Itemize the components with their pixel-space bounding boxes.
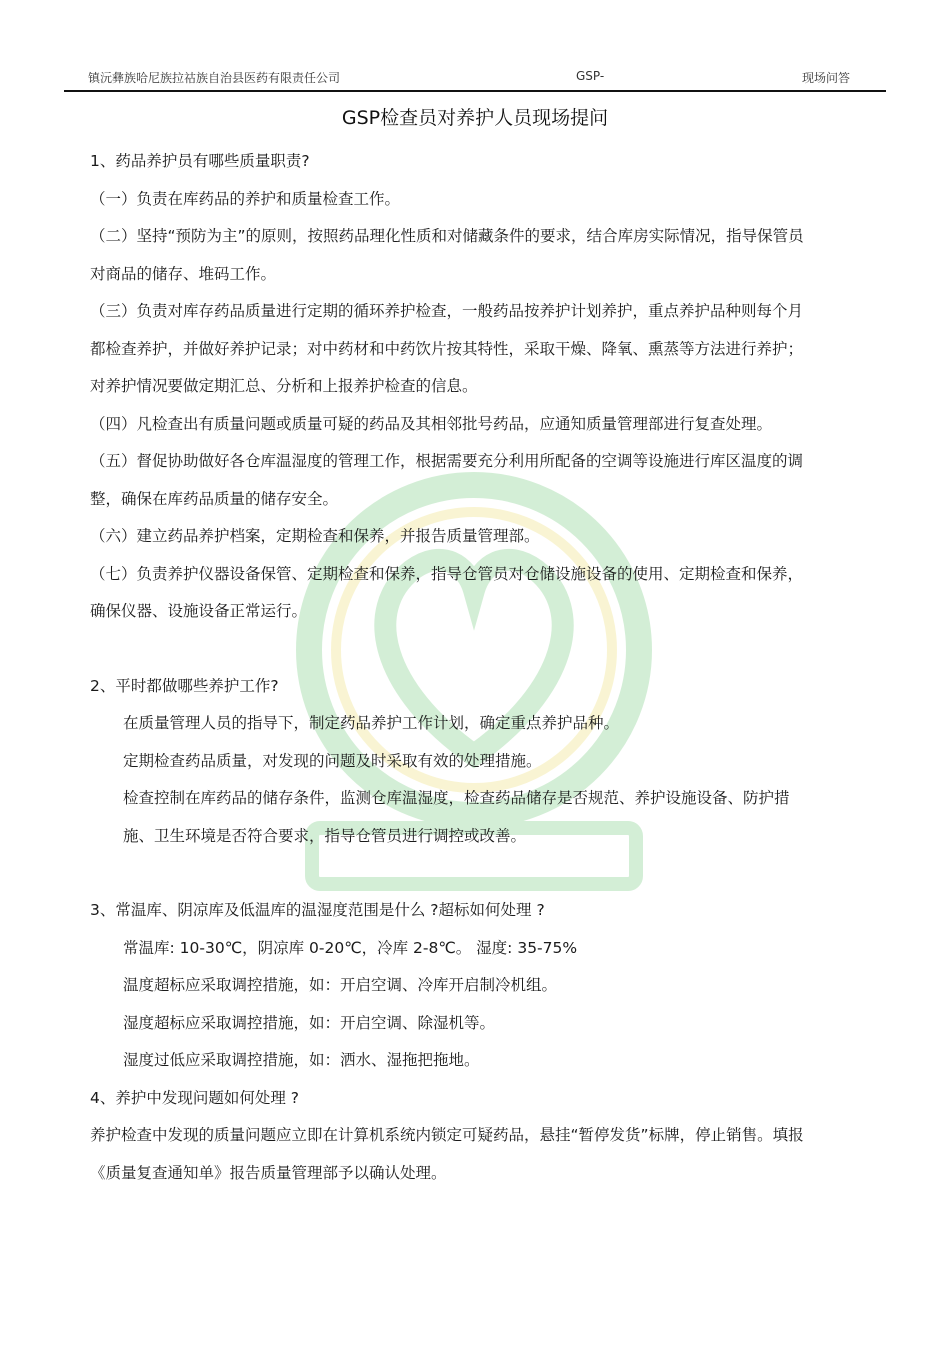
range-item-1: 常温库: 10-30℃，阴凉库 0-20℃，冷库 2-8℃。 湿度: 35-75% bbox=[123, 938, 578, 957]
range-item-4: 湿度过低应采取调控措施，如：洒水、湿拖把拖地。 bbox=[123, 1051, 480, 1069]
answer-4: 养护检查中发现的质量问题应立即在计算机系统内锁定可疑药品，悬挂“暂停发货”标牌，停止销售。填报《质量复查通知单》报告质量管理部予以确认处理。 bbox=[90, 1126, 804, 1182]
question-3: 3、常温库、阴凉库及低温库的温湿度范围是什么 ?超标如何处理 ? bbox=[90, 901, 545, 919]
duty-item-1: （一）负责在库药品的养护和质量检查工作。 bbox=[90, 189, 401, 208]
range-item-2: 温度超标应采取调控措施，如：开启空调、冷库开启制冷机组。 bbox=[123, 976, 558, 994]
duty-item-7: （七）负责养护仪器设备保管、定期检查和保养，指导仓管员对仓储设施设备的使用、定期检查和保养，确保仪器、设施设备正常运行。 bbox=[90, 564, 804, 620]
duty-item-6: （六）建立药品养护档案，定期检查和保养，并报告质量管理部。 bbox=[90, 527, 540, 545]
work-item-1: 在质量管理人员的指导下，制定药品养护工作计划，确定重点养护品种。 bbox=[123, 714, 620, 732]
header-company: 镇沅彝族哈尼族拉祜族自治县医药有限责任公司 bbox=[88, 71, 341, 85]
work-item-3: 检查控制在库药品的储存条件，监测仓库温湿度，检查药品储存是否规范、养护设施设备、防护措施、卫生环境是否符合要求，指导仓管员进行调控或改善。 bbox=[123, 789, 790, 845]
duty-item-4: （四）凡检查出有质量问题或质量可疑的药品及其相邻批号药品，应通知质量管理部进行复查处理。 bbox=[90, 414, 773, 433]
page-header bbox=[66, 66, 884, 90]
header-section: 现场问答 bbox=[801, 71, 850, 85]
spacer bbox=[90, 855, 810, 892]
header-code: GSP- bbox=[576, 69, 605, 83]
duty-item-2: （二）坚持“预防为主”的原则，按照药品理化性质和对储藏条件的要求，结合库房实际情况，指导保管员对商品的储存、堆码工作。 bbox=[90, 227, 804, 283]
work-item-2: 定期检查药品质量，对发现的问题及时采取有效的处理措施。 bbox=[123, 751, 542, 770]
duty-item-3: （三）负责对库存药品质量进行定期的循环养护检查，一般药品按养护计划养护，重点养护品种则每个月都检查养护，并做好养护记录；对中药材和中药饮片按其特性，采取干燥、降氧、熏蒸等方法进行养护；对养护情况要做定期汇总、分析和上报养护检查的信息。 bbox=[90, 302, 804, 395]
question-1: 1、药品养护员有哪些质量职责? bbox=[90, 152, 310, 170]
document-body bbox=[90, 143, 810, 1192]
question-4: 4、养护中发现问题如何处理 ? bbox=[90, 1088, 300, 1107]
question-2: 2、平时都做哪些养护工作? bbox=[90, 676, 279, 695]
page-title: GSP检查员对养护人员现场提问 bbox=[341, 107, 609, 129]
duty-item-5: （五）督促协助做好各仓库温湿度的管理工作，根据需要充分利用所配备的空调等设施进行库区温度的调整，确保在库药品质量的储存安全。 bbox=[90, 452, 804, 508]
header-rule bbox=[64, 90, 886, 92]
spacer bbox=[90, 631, 810, 668]
range-item-3: 湿度超标应采取调控措施，如：开启空调、除湿机等。 bbox=[123, 1013, 496, 1032]
